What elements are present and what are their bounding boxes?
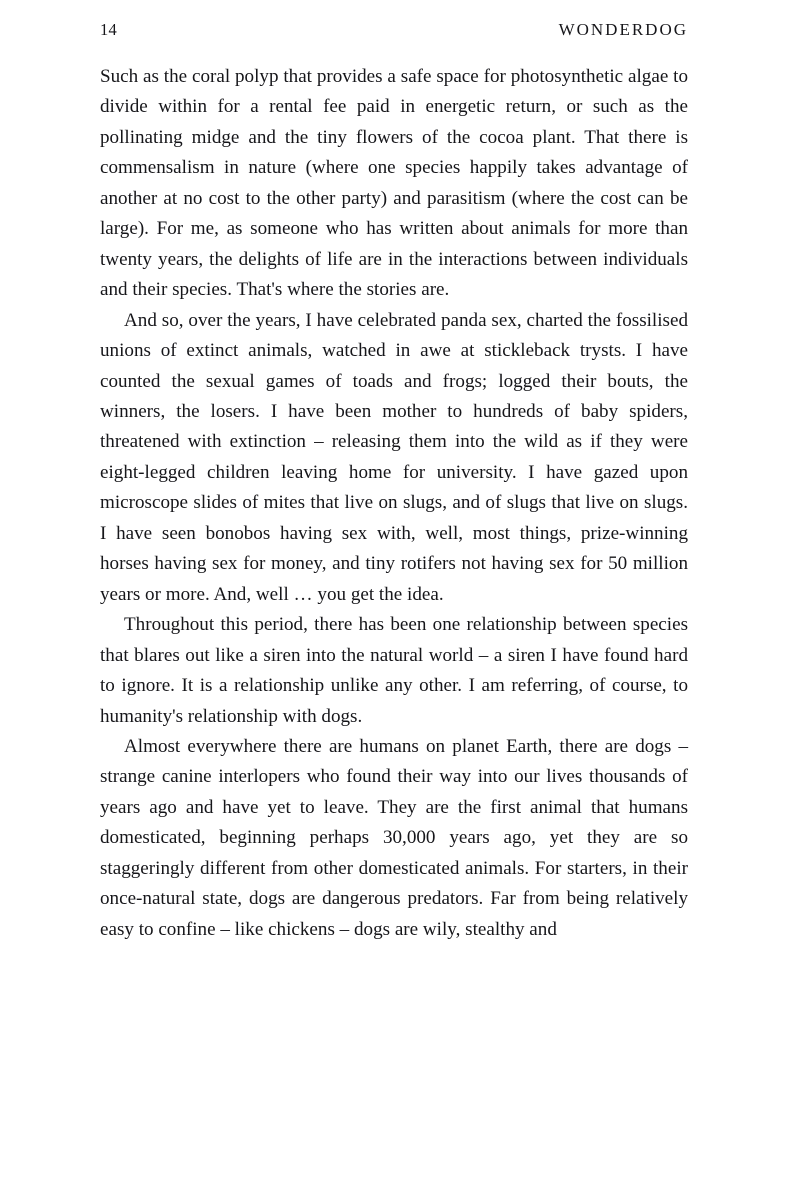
paragraph: And so, over the years, I have celebrated panda sex, charted the fossilised unions of extinct animals, watched in awe at stickleback trysts. I have counted the sexual games of toads and frogs; logged their bouts, the winners, the losers. I have been mother to hundreds of baby spiders, threatened with extinction – releasing them into the wild as if they were eight-legged children leaving home for university. I have gazed upon microscope slides of mites that live on slugs, and of slugs that live on slugs. I have seen bonobos having sex with, well, most things, prize-winning horses having sex for money, and tiny rotifers not having sex for 50 million years or more. And, well … you get the idea. [100,309,688,605]
running-head [100,20,688,40]
page-body [100,62,688,945]
paragraph: Almost everywhere there are humans on planet Earth, there are dogs – strange canine interlopers who found their way into our lives thousands of years ago and have yet to leave. They are the first animal that humans domesticated, beginning perhaps 30,000 years ago, yet they are so staggeringly different from other domesticated animals. For starters, in their once-natural state, dogs are dangerous predators. Far from being relatively easy to confine – like chickens – dogs are wily, stealthy and [100,735,688,940]
book-title: WONDERDOG [558,20,688,39]
page-number: 14 [100,20,117,39]
paragraph: Throughout this period, there has been one relationship between species that blares out like a siren into the natural world – a siren I have found hard to ignore. It is a relationship unlike any other. I am referring, of course, to humanity's relationship with dogs. [100,614,688,727]
paragraph: Such as the coral polyp that provides a safe space for photosynthetic algae to divide within for a rental fee paid in energetic return, or such as the pollinating midge and the tiny flowers of the cocoa plant. That there is commensalism in nature (where one species happily takes advantage of another at no cost to the other party) and parasitism (where the cost can be large). For me, as someone who has written about animals for more than twenty years, the delights of life are in the interactions between individuals and their species. That's where the stories are. [100,66,688,301]
